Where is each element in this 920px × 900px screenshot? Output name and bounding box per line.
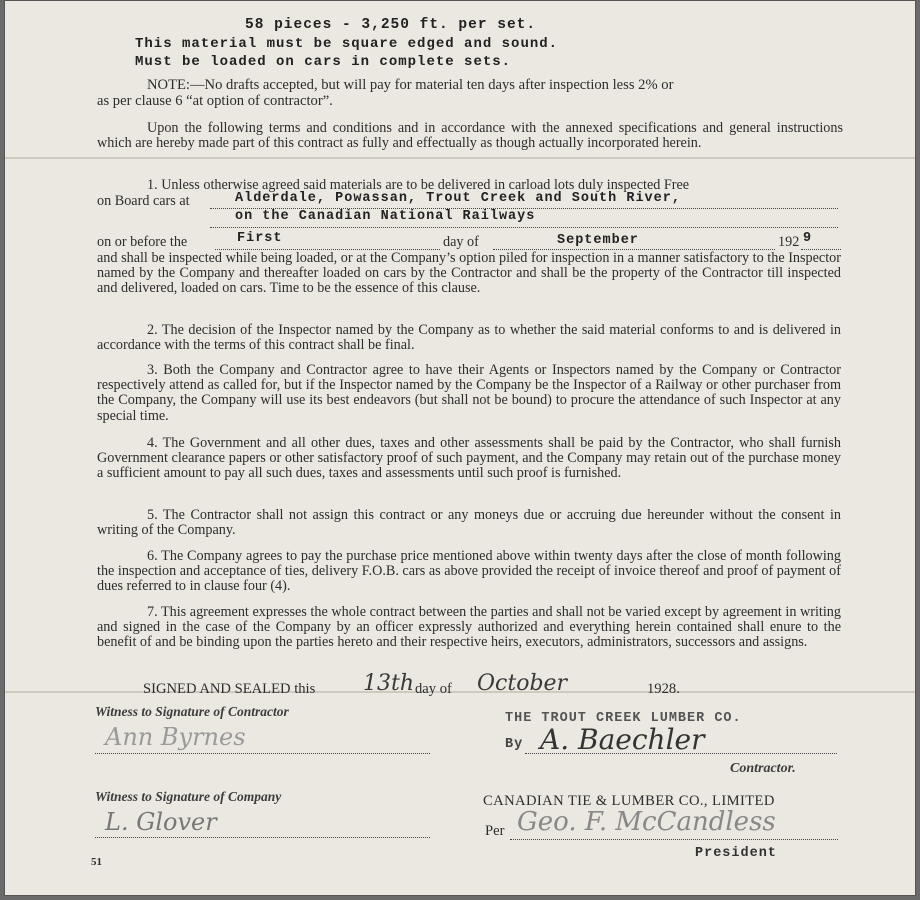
company-name: CANADIAN TIE & LUMBER CO., LIMITED	[483, 793, 775, 809]
paper-fold	[5, 157, 915, 159]
typed-month: September	[557, 233, 639, 248]
company-sign-line	[510, 839, 838, 840]
witness-contractor-label: Witness to Signature of Contractor	[95, 704, 289, 719]
place-dotted-line-2	[210, 227, 838, 228]
clause1-board-label: on Board cars at	[97, 193, 190, 209]
typed-pieces-line: 58 pieces - 3,250 ft. per set.	[245, 17, 537, 33]
clause-6: 6. The Company agrees to pay the purchase price mentioned above within twenty days after the close of month following the inspection and acceptance of ties, delivery F.O.B. cars as above provided the receipt of invoice thereof and proof of payment of dues referred to in clause four (4).	[97, 548, 841, 595]
clause1-body: and shall be inspected while being loaded, or at the Company’s option piled for inspection in a manner satisfactory to the Inspector named by the Company and thereafter loaded on cars by the Contractor and shall be the property of the Contractor till inspected and delivered, loaded on cars. Time to be the essence of this clause.	[97, 250, 841, 297]
year-printed: 192	[778, 234, 800, 250]
clause1-lead: 1. Unless otherwise agreed said materials are to be delivered in carload lots duly inspected Free	[147, 177, 690, 193]
signed-year: 1928.	[647, 681, 680, 697]
paper-fold	[5, 691, 915, 693]
before-label: on or before the	[97, 234, 188, 250]
contractor-signature: A. Baechler	[540, 723, 705, 756]
company-per-label: Per	[485, 823, 505, 839]
typed-year: 9	[803, 231, 813, 246]
day-of-label: day of	[443, 234, 479, 250]
note-line-2: as per clause 6 “at option of contractor”.	[97, 93, 333, 109]
clause-2: 2. The decision of the Inspector named by the Company as to whether the said material conforms to and is delivered in accordance with the terms of this contract shall be final.	[97, 322, 841, 354]
witness-company-signature: L. Glover	[105, 808, 217, 836]
contractor-company-typed: THE TROUT CREEK LUMBER CO.	[505, 711, 742, 726]
signed-sealed-label: SIGNED AND SEALED this	[143, 681, 316, 697]
company-signature: Geo. F. McCandless	[517, 807, 776, 837]
typed-place-2: on the Canadian National Railways	[235, 209, 536, 224]
clause-5: 5. The Contractor shall not assign this contract or any moneys due or accruing due hereunder without the consent in writing of the Company.	[97, 507, 841, 539]
witness-contractor-line	[95, 753, 430, 754]
contract-page	[4, 0, 916, 896]
signed-day-of-label: day of	[415, 681, 452, 697]
intro-paragraph: Upon the following terms and conditions and in accordance with the annexed specifications and general instructions which are hereby made part of this contract as fully and effectually as though actually incorporated herein.	[97, 120, 843, 152]
clause-7: 7. This agreement expresses the whole contract between the parties and shall not be varied except by agreement in writing and signed in the case of the Company by an officer expressly authorized and everything herein contained shall enure to the benefit of and be binding upon the parties hereto and their respective heirs, executors, administrators, successors and assigns.	[97, 604, 841, 651]
contractor-label: Contractor.	[730, 761, 796, 776]
signed-month-handwritten: October	[477, 671, 568, 696]
clause-3: 3. Both the Company and Contractor agree to have their Agents or Inspectors named by the Company or Contractor respectively attend as called for, but if the Inspector named by the Company be the Inspector of a Railway or other purchaser from the Company, the Company will use its best endeavors (but shall not be bound) to procure the attendance of such Inspector at any special time.	[97, 362, 841, 424]
typed-square-edged-line: This material must be square edged and sound.	[135, 36, 559, 52]
witness-company-label: Witness to Signature of Company	[95, 789, 282, 804]
president-label: President	[695, 846, 777, 861]
typed-day: First	[237, 231, 283, 246]
witness-contractor-signature: Ann Byrnes	[105, 723, 246, 751]
page-number: 51	[91, 856, 102, 868]
typed-loaded-line: Must be loaded on cars in complete sets.	[135, 54, 512, 70]
typed-place-1: Alderdale, Powassan, Trout Creek and South River,	[235, 191, 681, 206]
contractor-sign-line	[525, 753, 837, 754]
note-line-1: NOTE:—No drafts accepted, but will pay for material ten days after inspection less 2% or	[147, 77, 674, 93]
contractor-by-label: By	[505, 737, 524, 752]
signed-day-handwritten: 13th	[363, 671, 415, 696]
clause-4: 4. The Government and all other dues, taxes and other assessments shall be paid by the Contractor, who shall furnish Government clearance papers or other satisfactory proof of such payment, and the Company may retain out of the purchase money a sufficient amount to pay all such dues, taxes and assessments until such proof is furnished.	[97, 435, 841, 482]
witness-company-line	[95, 837, 430, 838]
